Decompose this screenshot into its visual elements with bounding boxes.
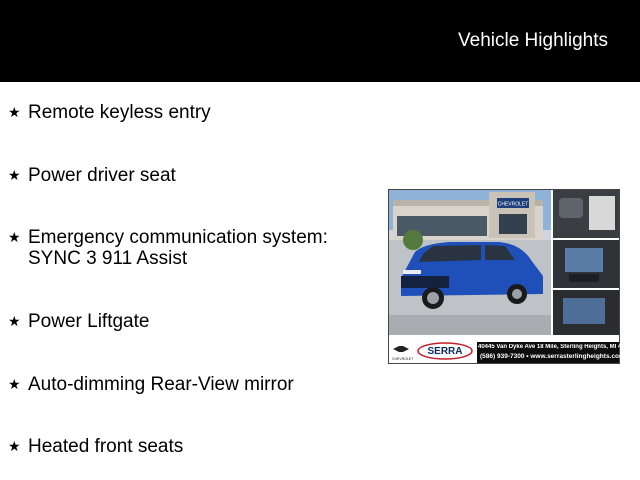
- feature-item: [8, 311, 380, 332]
- feature-item: [8, 102, 380, 123]
- page-title: Vehicle Highlights: [458, 30, 608, 51]
- feature-text: SYNC 3 911 Assist: [28, 248, 188, 269]
- feature-text: Auto-dimming Rear-View mirror: [28, 374, 294, 395]
- vehicle-photo-collage: [389, 190, 635, 363]
- feature-text: Remote keyless entry: [28, 102, 211, 123]
- feature-item: [8, 374, 380, 395]
- dealer-logo: SERRA: [427, 346, 463, 357]
- star-icon: ★: [8, 313, 21, 329]
- feature-item: [8, 165, 380, 186]
- dealer-address: 40445 Van Dyke Ave 18 Mile, Sterling Heights, MI 48313: [478, 344, 635, 350]
- feature-item: [8, 436, 380, 457]
- star-icon: ★: [8, 438, 21, 454]
- dealership-sign: CHEVROLET: [497, 201, 529, 208]
- feature-text: Emergency communication system:: [28, 227, 328, 248]
- star-icon: ★: [8, 167, 21, 183]
- star-icon: ★: [8, 229, 21, 245]
- feature-item: [8, 227, 380, 269]
- svg-text:CHEVROLET: CHEVROLET: [392, 357, 414, 361]
- feature-text: Power driver seat: [28, 165, 176, 186]
- star-icon: ★: [8, 376, 21, 392]
- vehicle-photo: [388, 189, 635, 364]
- feature-text: Heated front seats: [28, 436, 184, 457]
- feature-text: Power Liftgate: [28, 311, 150, 332]
- dealer-phone: (586) 939-7300 • www.serrasterlingheights.com: [480, 353, 625, 360]
- star-icon: ★: [8, 104, 21, 120]
